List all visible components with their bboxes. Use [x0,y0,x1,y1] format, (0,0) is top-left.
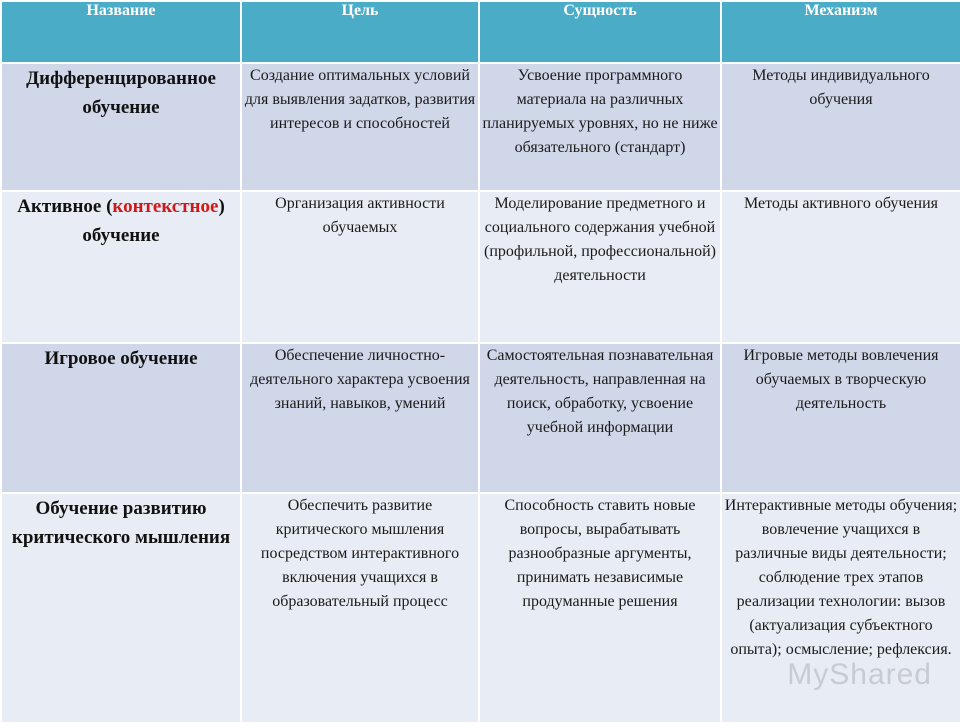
row-name-before: Активное ( [17,196,113,217]
row-mechanism: Методы активного обучения [721,191,960,343]
row-essence: Самостоятельная познавательная деятельность, направленная на поиск, обработку, усвоение учебной информации [479,343,721,493]
row-mechanism: Интерактивные методы обучения; вовлечение учащихся в различные виды деятельности; соблюдение трех этапов реализации технологии: вызов (актуализация субъектного опыта); осмысление; рефлексия. [721,493,960,723]
row-mechanism: Игровые методы вовлечения обучаемых в творческую деятельность [721,343,960,493]
table-row [1,343,960,493]
table-row [1,63,960,191]
header-name: Название [1,1,241,63]
row-name [1,191,241,343]
row-goal: Обеспечение личностно-деятельного характера усвоения знаний, навыков, умений [241,343,479,493]
row-essence: Моделирование предметного и социального содержания учебной (профильной, профессиональной) деятельности [479,191,721,343]
header-row [1,1,960,63]
header-goal: Цель [241,1,479,63]
row-name: Дифференцированное обучение [1,63,241,191]
watermark-logo: MyShared [787,658,932,691]
header-mechanism: Механизм [721,1,960,63]
row-name-highlight: контекстное [112,196,219,217]
row-name: Обучение развитию критического мышления [1,493,241,723]
header-essence: Сущность [479,1,721,63]
row-essence: Усвоение программного материала на различных планируемых уровнях, но не ниже обязательного (стандарт) [479,63,721,191]
row-mechanism: Методы индивидуального обучения [721,63,960,191]
row-goal: Обеспечить развитие критического мышления посредством интерактивного включения учащихся в образовательный процесс [241,493,479,723]
row-name-after: ) обучение [82,196,225,246]
row-goal: Организация активности обучаемых [241,191,479,343]
row-essence: Способность ставить новые вопросы, вырабатывать разнообразные аргументы, принимать независимые продуманные решения [479,493,721,723]
row-name: Игровое обучение [1,343,241,493]
table-row [1,191,960,343]
row-goal: Создание оптимальных условий для выявления задатков, развития интересов и способностей [241,63,479,191]
